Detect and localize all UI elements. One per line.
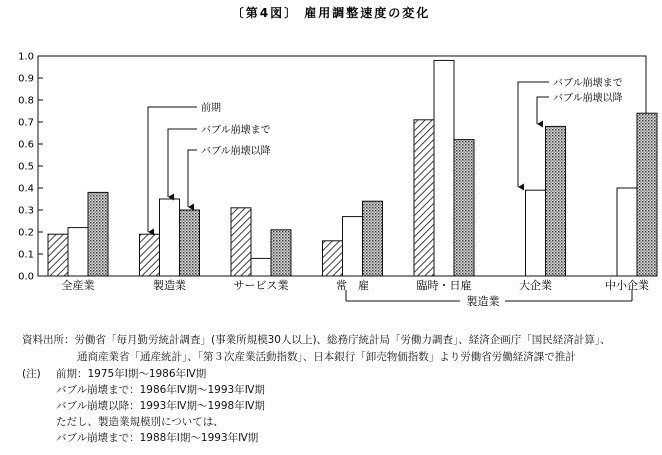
bar-white [617,188,637,276]
note-3: バブル崩壊以降：1993年Ⅳ期～1998年Ⅳ期 [56,400,265,412]
note-4: ただし、製造業規模別については、 [56,416,224,428]
y-tick-label: 0.0 [18,271,34,283]
note-5: バブル崩壊まで：1988年Ⅰ期～1993年Ⅳ期 [56,432,259,444]
y-tick-label: 0.9 [18,73,34,85]
annot-right-bubble-made: バブル崩壊まで [553,78,623,89]
source-line-2: 通商産業省「通産統計」、「第３次産業活動指数」、日本銀行「卸売物価指数」より労働省労働経済課で推計 [77,351,576,363]
category-label: 大企業 [519,279,552,292]
bar-hatch [48,234,68,276]
annot-bubble-made: バブル崩壊まで [201,125,271,136]
category-label: 全産業 [61,279,95,292]
bar-hatch [140,234,160,276]
category-label: サービス業 [233,279,289,292]
annot-right-bubble-ikou: バブル崩壊以降 [553,93,623,104]
y-tick-label: 0.3 [18,205,34,217]
bar-hatch [323,241,343,276]
bar-white [68,228,88,276]
y-tick-label: 0.7 [18,117,34,129]
source-line-1: 資料出所：労働省「毎月勤労統計調査」(事業所規模30人以上)、総務庁統計局「労働力調査」、経済企画庁「国民経済計算」、 [22,334,611,346]
note-1: 前期：1975年Ⅰ期～1986年Ⅳ期 [56,368,207,380]
category-label: 常 雇 [336,279,369,292]
bar-hatch [414,120,434,276]
bar-dots [454,140,474,276]
y-tick-label: 1.0 [18,51,34,63]
bar-white [251,258,271,276]
bar-dots [180,210,200,276]
bar-white [160,199,180,276]
bar-white [434,60,454,276]
annot-zenki: 前期 [201,103,221,114]
annot-bubble-ikou: バブル崩壊以降 [201,146,271,157]
bar-dots [271,230,291,276]
arrow-right-bubble-ikou [537,97,549,124]
note-2: バブル崩壊まで：1986年Ⅳ期～1993年Ⅳ期 [56,384,265,396]
bar-hatch [231,208,251,276]
category-label: 中小企業 [605,279,649,292]
annotations-right [518,76,623,187]
y-tick-label: 0.4 [18,183,34,195]
category-labels [62,278,650,292]
bar-dots [363,201,383,276]
bar-dots [546,126,566,276]
y-axis-ticks [18,52,43,283]
category-label: 臨時・日雇 [416,279,472,292]
y-tick-label: 0.8 [18,95,34,107]
y-tick-label: 0.1 [18,249,34,261]
arrow-right-bubble-made [518,82,549,187]
bar-dots [88,192,108,276]
note-label: (注) [22,368,41,380]
chart-title: 〔第4図〕 雇用調整速度の変化 [231,6,431,20]
bar-white [526,190,546,276]
arrow-bubble-made [168,129,197,197]
arrow-bubble-ikou [188,150,197,207]
y-tick-label: 0.5 [18,161,34,173]
bar-white [343,217,363,276]
y-tick-label: 0.2 [18,227,34,239]
category-label: 製造業 [153,279,186,292]
y-tick-label: 0.6 [18,139,34,151]
group-label: 製造業 [466,295,500,308]
group-bracket-manufacturing [346,290,632,308]
bar-dots [637,113,657,276]
